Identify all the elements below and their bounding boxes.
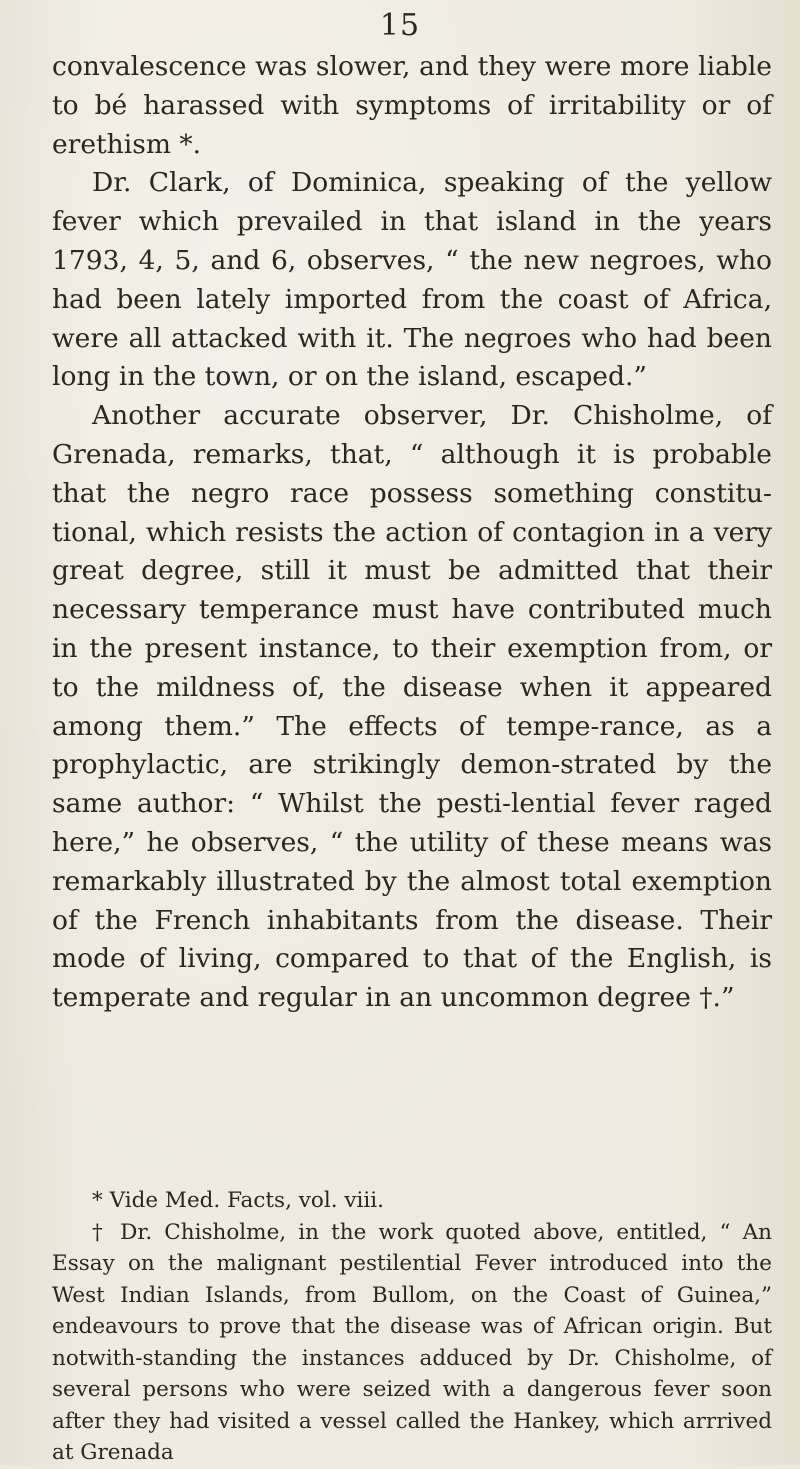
- footnotes: [52, 1185, 772, 1469]
- footnote-asterisk: * Vide Med. Facts, vol. viii.: [92, 1188, 385, 1213]
- footnote-dagger: † Dr. Chisholme, in the work quoted above, entitled, “ An Essay on the malignant pestilential Fever introduced into the West Indian Islands, from Bullom, on the Coast of Guinea,” endeavours to prove that the disease was of African origin. But notwith-standing the instances adduced by Dr. Chisholme, of several persons who were seized with a dangerous fever soon after they had visited a vessel called the Hankey, which arrrived at Grenada: [52, 1219, 772, 1465]
- paragraph-dr-chisholme: Another accurate observer, Dr. Chisholme, of Grenada, remarks, that, “ although it is probable that the negro race possess something constitu-tional, which resists the action of contagion in a very great degree, still it must be admitted that their necessary temperance must have contributed much in the present instance, to their exemption from, or to the mildness of, the disease when it appeared among them.” The effects of tempe-rance, as a prophylactic, are strikingly demon-strated by the same author: “ Whilst the pesti-lential fever raged here,” he observes, “ the utility of these means was remarkably illustrated by the almost total exemption of the French inhabitants from the disease. Their mode of living, compared to that of the English, is temperate and regular in an uncommon degree †.”: [52, 400, 772, 1014]
- page-number: 15: [379, 8, 421, 43]
- main-text: [52, 48, 772, 1018]
- paragraph-dr-clark: Dr. Clark, of Dominica, speaking of the yellow fever which prevailed in that island in the years 1793, 4, 5, and 6, observes, “ the new negroes, who had been lately imported from the coast of Africa, were all attacked with it. The negroes who had been long in the town, or on the island, escaped.”: [52, 167, 772, 393]
- paragraph-continuation: convalescence was slower, and they were more liable to bé harassed with symptoms of irritability or of erethism *.: [52, 51, 772, 160]
